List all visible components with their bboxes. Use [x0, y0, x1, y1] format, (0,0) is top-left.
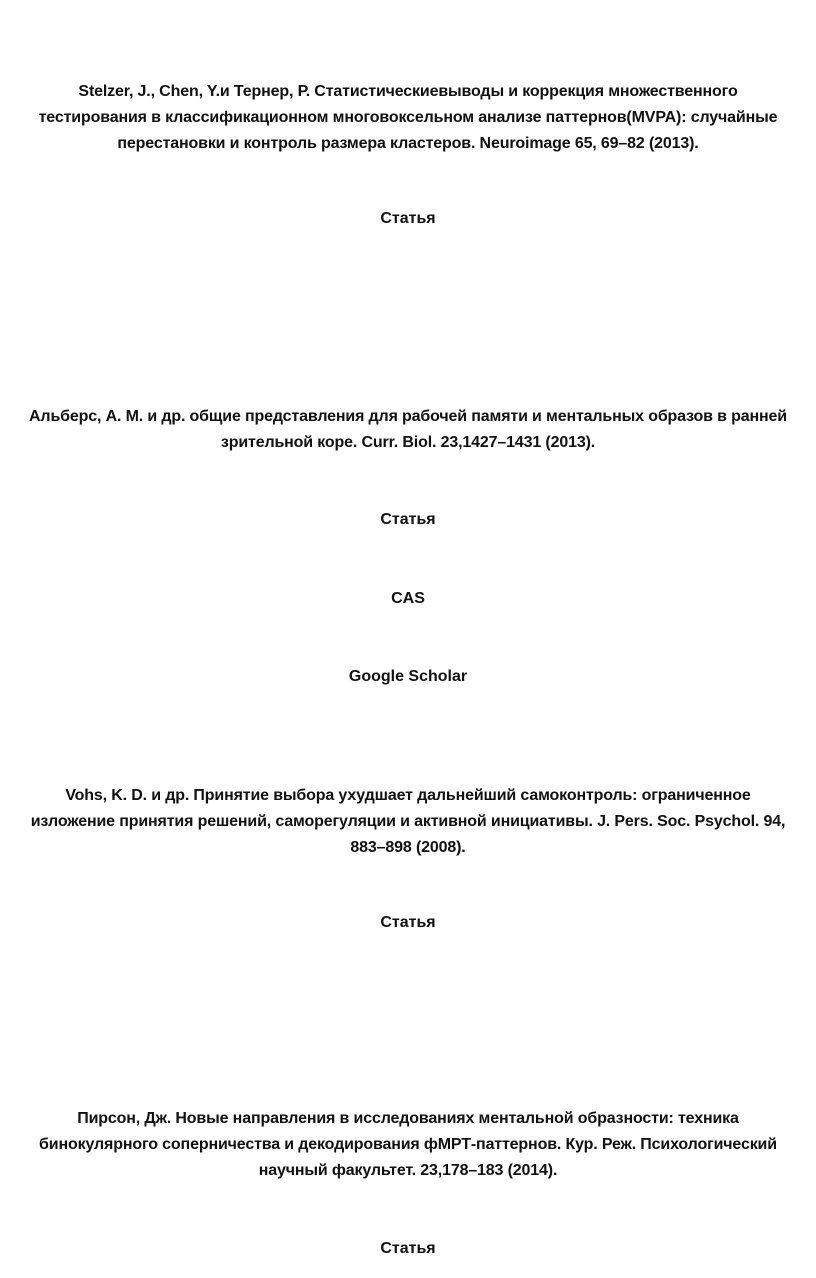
reference-citation: Vohs, K. D. и др. Принятие выбора ухудшает дальнейший самоконтроль: ограниченное изложение принятия решений, саморегуляции и активной инициативы. J. Pers. Soc. Psychol. 94, 883–898 (2008). — [30, 787, 786, 856]
reference-2 — [0, 404, 816, 456]
reference-2-article-link[interactable]: Статья — [380, 511, 436, 528]
reference-4 — [0, 1106, 816, 1184]
reference-1-article-link[interactable]: Статья — [380, 210, 436, 227]
reference-citation: Пирсон, Дж. Новые направления в исследованиях ментальной образности: техника бинокулярного соперничества и декодирования фМРТ-паттернов. Кур. Реж. Психологический научный факультет. 23,178–183 (2014). — [39, 1110, 777, 1179]
reference-3 — [0, 783, 816, 861]
reference-2-google-scholar-link[interactable]: Google Scholar — [348, 668, 468, 685]
reference-citation: Альберс, А. М. и др. общие представления для рабочей памяти и ментальных образов в ранней зрительной коре. Curr. Biol. 23,1427–1431 (2013). — [29, 408, 787, 451]
reference-3-article-link[interactable]: Статья — [380, 914, 436, 931]
reference-citation: Stelzer, J., Chen, Y.и Тернер, Р. Статистическиевыводы и коррекция множественного тестирования в классификационном многовоксельном анализе паттернов(MVPA): случайные перестановки и контроль размера кластеров. Neuroimage 65, 69–82 (2013). — [38, 83, 778, 152]
reference-2-cas-link[interactable]: CAS — [391, 590, 425, 607]
reference-1 — [0, 79, 816, 157]
reference-4-article-link[interactable]: Статья — [380, 1240, 436, 1257]
